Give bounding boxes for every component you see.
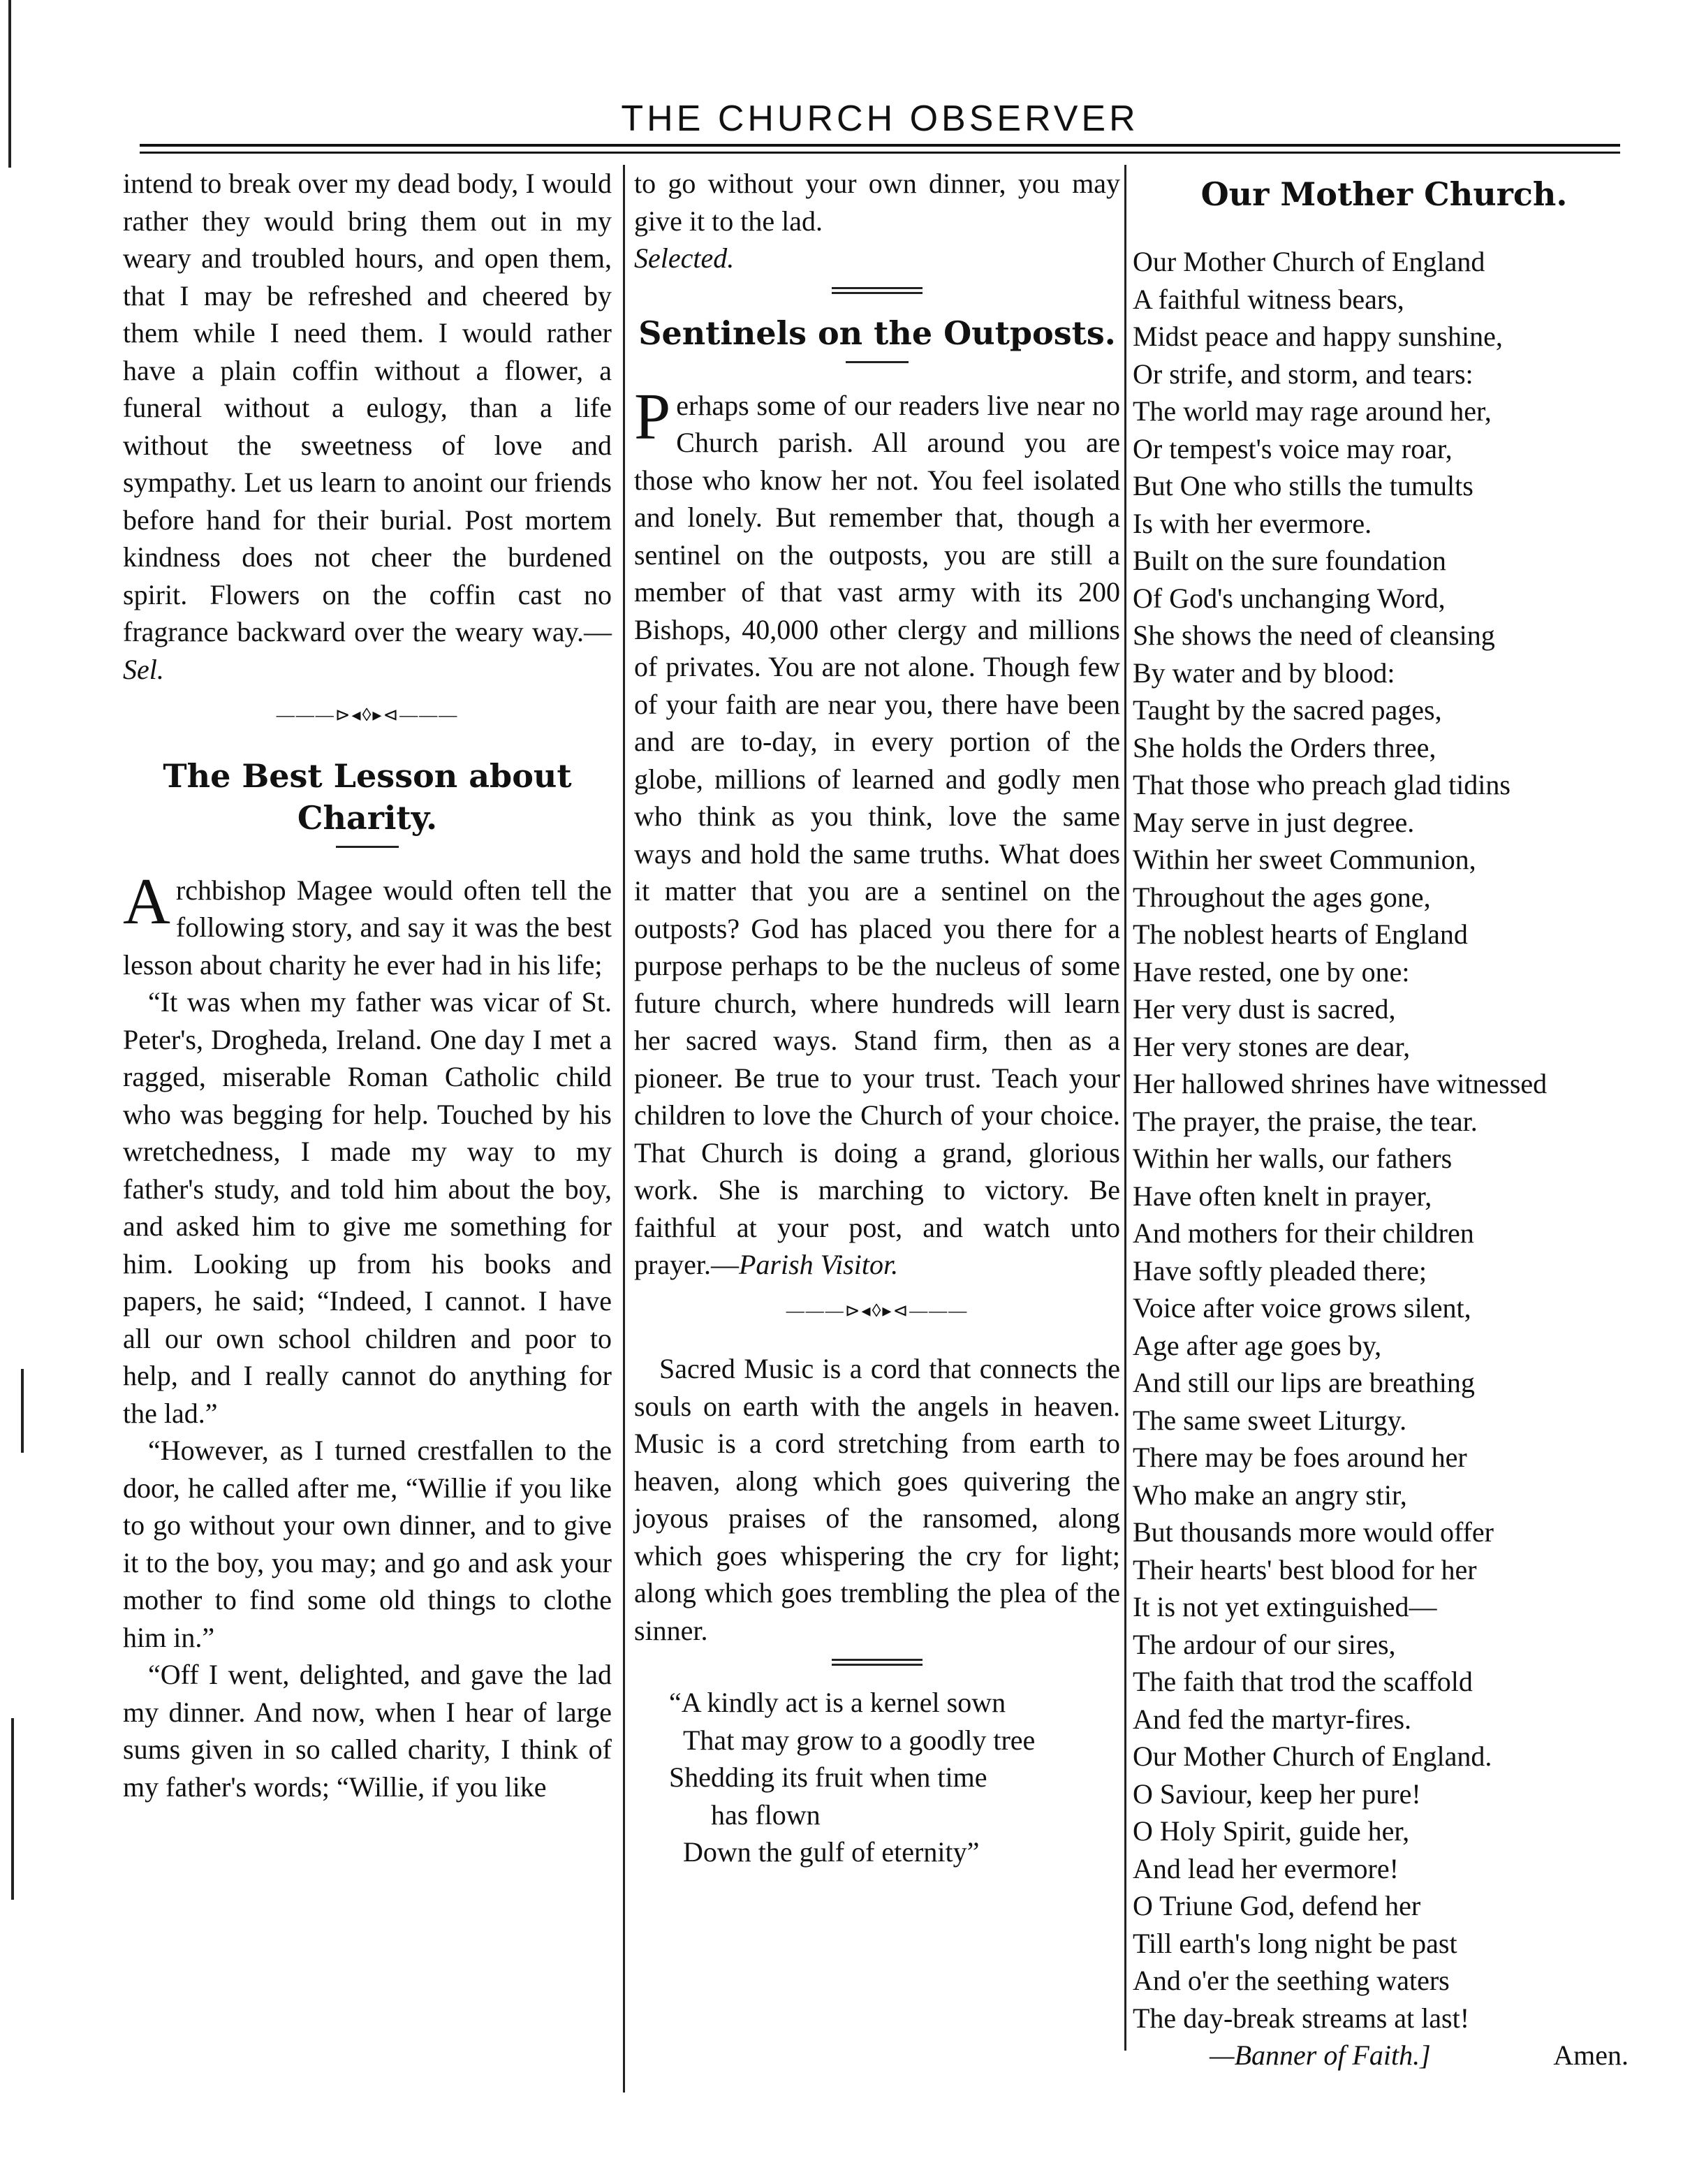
poem-line: O Saviour, keep her pure! xyxy=(1133,1778,1421,1810)
poem-line: Their hearts' best blood for her xyxy=(1133,1553,1477,1585)
double-rule xyxy=(832,1659,923,1666)
binding-mark xyxy=(21,1369,24,1453)
poem-source: —Banner of Faith.] xyxy=(1210,2039,1431,2071)
poem-line: Or tempest's voice may roar, xyxy=(1133,432,1453,464)
article-signature: Selected. xyxy=(634,242,735,274)
title-rule xyxy=(846,361,909,363)
poem-line: Her hallowed shrines have witnessed xyxy=(1133,1068,1548,1099)
article-paragraph: “Off I went, delighted, and gave the lad my dinner. And now, when I hear of large sums given in so called charity, I think of my father's words; “Willie, if you like xyxy=(123,1659,612,1803)
poem-line: The day-break streams at last! xyxy=(1133,2002,1470,2034)
poem-line: She holds the Orders three, xyxy=(1133,731,1436,763)
poem-line: Our Mother Church of England. xyxy=(1133,1740,1492,1772)
poem-line: Who make an angry stir, xyxy=(1133,1479,1407,1511)
masthead-rule xyxy=(140,144,1620,154)
ornament-divider: ———⊳◂◊▸⊲——— xyxy=(786,1300,969,1321)
poem-line: She shows the need of cleansing xyxy=(1133,620,1495,651)
poem-line: Have rested, one by one: xyxy=(1133,955,1410,988)
poem-amen: Amen. xyxy=(1553,2039,1629,2071)
poem-line: Of God's unchanging Word, xyxy=(1133,582,1446,614)
column-divider xyxy=(1124,165,1126,2051)
poem-line: And fed the martyr-fires. xyxy=(1133,1703,1412,1735)
verse-line: Down the gulf of eternity” xyxy=(683,1836,980,1868)
verse xyxy=(634,1684,1120,1871)
poem-line: Age after age goes by, xyxy=(1133,1329,1382,1361)
verse-line: has flown xyxy=(711,1798,821,1831)
article-paragraph: Archbishop Magee would often tell the following story, and say it was the best lesson about charity he ever had in his life; xyxy=(123,865,612,981)
article-continuation: intend to break over my dead body, I would rather they would bring them out in my weary and troubled hours, and open them, that I may be refreshed and cheered by them while I need them. I would rather have a plain coffin without a flower, a funeral without a eulogy, than a life without the sweetness of love and sympathy. Let us learn to anoint our friends before hand for their burial. Post mortem kindness does not cheer the burdened spirit. Flowers on the coffin cast no fragrance backward over the weary way.—Sel. xyxy=(123,168,612,685)
article-paragraph: Perhaps some of our readers live near no Church parish. All around you are those who know her not. You feel isolated and lonely. But remember that, though a sentinel on the outposts, you are still a member of that vast army with its 200 Bishops, 40,000 other clergy and millions of privates. You are not alone. Though few of your faith are near you, there have been and are to-day, in every portion of the globe, millions of learned and godly men who think as you think, love the same ways and hold the same truths. What does it matter that you are a sentinel on the outposts? God has placed you there for a purpose perhaps to be the nucleus of some future church, where hundreds will learn her sacred ways. Stand firm, then as a pioneer. Be true to your trust. Teach your children to love the Church of your choice. That Church is doing a grand, glorious work. She is marching to victory. Be faithful at your post, and watch unto prayer.—Parish Visitor. xyxy=(634,380,1120,1280)
double-rule xyxy=(832,287,923,294)
column-3 xyxy=(1133,165,1636,2074)
poem-line: Is with her evermore. xyxy=(1133,507,1372,539)
poem-line: The prayer, the praise, the tear. xyxy=(1133,1105,1478,1137)
poem-title: Our Mother Church. xyxy=(1200,175,1568,213)
poem-line: Have softly pleaded there; xyxy=(1133,1254,1427,1287)
poem-line: The world may rage around her, xyxy=(1133,395,1492,427)
verse-line: Shedding its fruit when time xyxy=(669,1761,987,1793)
binding-mark xyxy=(11,1718,14,1900)
column-2 xyxy=(634,165,1120,1871)
column-1 xyxy=(123,165,612,1805)
title-rule xyxy=(336,846,399,848)
poem-line: The ardour of our sires, xyxy=(1133,1628,1396,1660)
poem-line: By water and by blood: xyxy=(1133,657,1395,689)
poem-line: Throughout the ages gone, xyxy=(1133,881,1431,913)
poem-line: Have often knelt in prayer, xyxy=(1133,1180,1432,1212)
poem-line: A faithful witness bears, xyxy=(1133,283,1404,315)
poem-line: Our Mother Church of England xyxy=(1133,246,1485,277)
poem xyxy=(1133,243,1636,2037)
poem-line: It is not yet extinguished— xyxy=(1133,1591,1437,1622)
poem-line: Built on the sure foundation xyxy=(1133,545,1446,576)
verse-line: “A kindly act is a kernel sown xyxy=(669,1687,1006,1718)
poem-line: And o'er the seething waters xyxy=(1133,1965,1450,1996)
drop-cap: P xyxy=(634,380,671,453)
poem-line: The same sweet Liturgy. xyxy=(1133,1404,1407,1436)
poem-attribution xyxy=(1133,2037,1636,2074)
drop-cap: A xyxy=(123,865,170,938)
poem-line: The faith that trod the scaffold xyxy=(1133,1666,1473,1697)
poem-line: Within her walls, our fathers xyxy=(1133,1143,1453,1174)
poem-line: But One who stills the tumults xyxy=(1133,470,1473,501)
poem-line: But thousands more would offer xyxy=(1133,1516,1494,1548)
poem-line: Till earth's long night be past xyxy=(1133,1927,1457,1959)
poem-line: Her very stones are dear, xyxy=(1133,1030,1411,1062)
article-paragraph: Sacred Music is a cord that connects the souls on earth with the angels in heaven. Music is a cord stretching from earth to heaven, along which goes quivering the joyous praises of the ransomed, along which goes whispering the cry for light; along which goes trembling the plea of the sinner. xyxy=(634,1353,1120,1646)
article-continuation: to go without your own dinner, you may give it to the lad. xyxy=(634,168,1120,237)
poem-line: O Holy Spirit, guide her, xyxy=(1133,1815,1410,1847)
column-divider xyxy=(623,165,625,2093)
poem-line: O Triune God, defend her xyxy=(1133,1890,1421,1921)
ornament-divider: ———⊳◂◊▸⊲——— xyxy=(276,705,459,725)
poem-line: Midst peace and happy sunshine, xyxy=(1133,321,1503,352)
poem-line: And mothers for their children xyxy=(1133,1217,1474,1249)
page-binding-edge xyxy=(0,0,32,2184)
masthead: THE CHURCH OBSERVER xyxy=(621,98,1139,139)
poem-line: Her very dust is sacred, xyxy=(1133,993,1396,1025)
verse-line: That may grow to a goodly tree xyxy=(683,1724,1036,1756)
poem-line: And lead her evermore! xyxy=(1133,1852,1399,1884)
poem-line: May serve in just degree. xyxy=(1133,806,1415,838)
poem-line: And still our lips are breathing xyxy=(1133,1367,1475,1398)
poem-line: Within her sweet Communion, xyxy=(1133,844,1476,875)
article-paragraph: “It was when my father was vicar of St. Peter's, Drogheda, Ireland. One day I met a ragged, miserable Roman Catholic child who was begging for help. Touched by his wretchedness, I made my way to my father's study, and told him about the boy, and asked him to give me something for him. Looking up from his books and papers, he said; “Indeed, I cannot. I have all our own school children and poor to help, and I really cannot do anything for the lad.” xyxy=(123,986,612,1429)
article-title: The Best Lesson about Charity. xyxy=(163,756,572,837)
article-paragraph: “However, as I turned crestfallen to the door, he called after me, “Willie if you like to go without your own dinner, and to give it to the boy, you may; and go and ask your mother to find some old things to clothe him in.” xyxy=(123,1435,612,1653)
poem-line: Voice after voice grows silent, xyxy=(1133,1292,1471,1324)
article-title: Sentinels on the Outposts. xyxy=(638,314,1116,352)
poem-line: Or strife, and storm, and tears: xyxy=(1133,358,1473,390)
binding-mark xyxy=(8,0,11,168)
poem-line: That those who preach glad tidins xyxy=(1133,769,1511,800)
poem-line: Taught by the sacred pages, xyxy=(1133,694,1442,726)
poem-line: There may be foes around her xyxy=(1133,1442,1467,1473)
poem-line: The noblest hearts of England xyxy=(1133,918,1468,950)
